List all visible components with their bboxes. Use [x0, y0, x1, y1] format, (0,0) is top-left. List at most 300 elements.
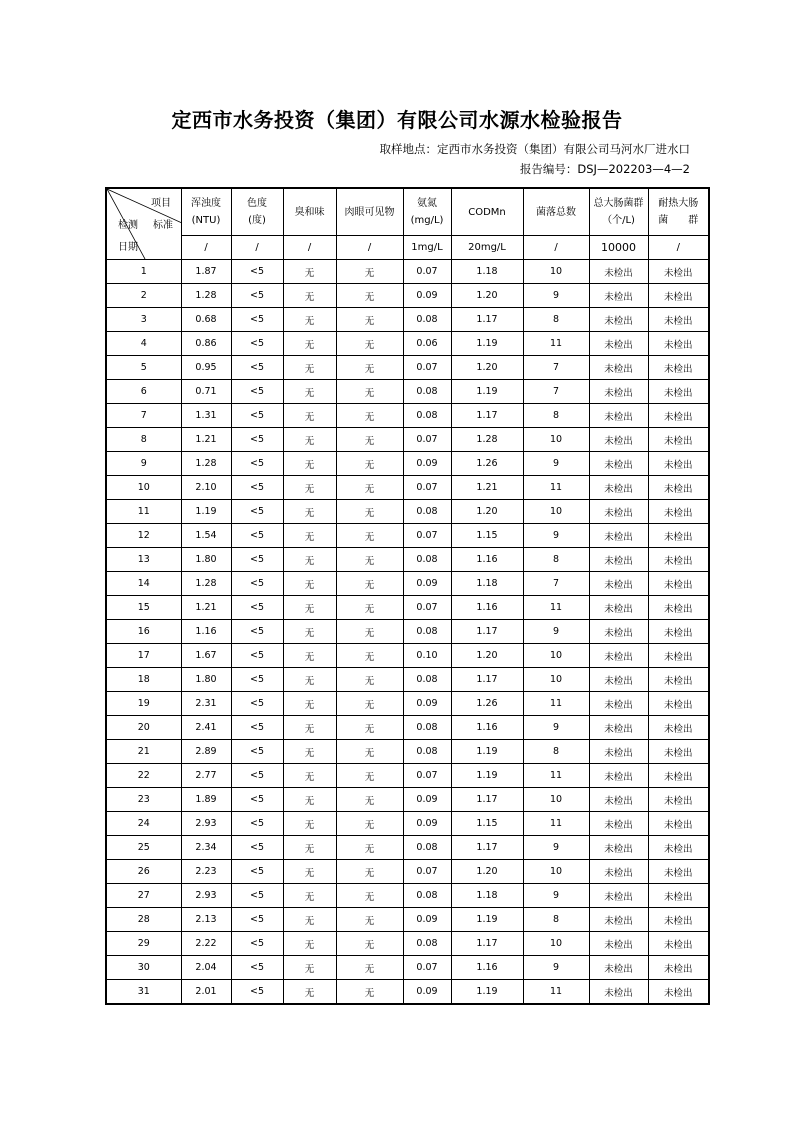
odor-taste-cell: 无: [283, 644, 336, 668]
date-cell: 31: [106, 980, 181, 1005]
thermotolerant-coliforms-cell: 未检出: [648, 644, 709, 668]
visible-matter-cell: 无: [336, 380, 403, 404]
total-coliforms-cell: 未检出: [589, 452, 648, 476]
colony-count-cell: 9: [523, 956, 589, 980]
turbidity-cell: 1.21: [181, 428, 231, 452]
colony-count-cell: 8: [523, 548, 589, 572]
colony-count-cell: 11: [523, 692, 589, 716]
date-cell: 12: [106, 524, 181, 548]
table-row: [106, 620, 709, 644]
thermotolerant-coliforms-cell: 未检出: [648, 956, 709, 980]
thermotolerant-coliforms-cell: 未检出: [648, 884, 709, 908]
table-row: [106, 884, 709, 908]
odor-taste-cell: 无: [283, 332, 336, 356]
color-cell: <5: [231, 284, 283, 308]
codmn-cell: 1.28: [451, 428, 523, 452]
thermotolerant-coliforms-cell: 未检出: [648, 428, 709, 452]
thermotolerant-coliforms-cell: 未检出: [648, 332, 709, 356]
ammonia-nitrogen-cell: 0.09: [403, 788, 451, 812]
codmn-cell: 1.17: [451, 668, 523, 692]
odor-taste-cell: 无: [283, 404, 336, 428]
color-cell: <5: [231, 524, 283, 548]
total-coliforms-cell: 未检出: [589, 356, 648, 380]
colony-count-cell: 7: [523, 356, 589, 380]
turbidity-cell: 1.54: [181, 524, 231, 548]
header-codmn: CODMn: [451, 188, 523, 236]
odor-taste-cell: 无: [283, 716, 336, 740]
odor-taste-cell: 无: [283, 524, 336, 548]
thermotolerant-coliforms-cell: 未检出: [648, 380, 709, 404]
color-cell: <5: [231, 620, 283, 644]
color-cell: <5: [231, 500, 283, 524]
color-cell: <5: [231, 308, 283, 332]
odor-taste-cell: 无: [283, 596, 336, 620]
visible-matter-cell: 无: [336, 404, 403, 428]
odor-taste-cell: 无: [283, 836, 336, 860]
codmn-cell: 1.16: [451, 716, 523, 740]
visible-matter-cell: 无: [336, 500, 403, 524]
codmn-cell: 1.16: [451, 548, 523, 572]
color-cell: <5: [231, 692, 283, 716]
codmn-cell: 1.17: [451, 788, 523, 812]
color-cell: <5: [231, 380, 283, 404]
total-coliforms-cell: 未检出: [589, 860, 648, 884]
visible-matter-cell: 无: [336, 908, 403, 932]
thermotolerant-coliforms-cell: 未检出: [648, 668, 709, 692]
date-cell: 7: [106, 404, 181, 428]
colony-count-cell: 10: [523, 644, 589, 668]
corner-date-label: 日期: [118, 242, 138, 253]
odor-taste-cell: 无: [283, 620, 336, 644]
thermotolerant-coliforms-cell: 未检出: [648, 860, 709, 884]
header-color: 色度 (度): [231, 188, 283, 236]
date-cell: 13: [106, 548, 181, 572]
table-row: [106, 596, 709, 620]
table-row: [106, 764, 709, 788]
ammonia-nitrogen-cell: 0.09: [403, 284, 451, 308]
date-cell: 23: [106, 788, 181, 812]
color-cell: <5: [231, 404, 283, 428]
ammonia-nitrogen-cell: 0.08: [403, 932, 451, 956]
header-turbidity: 浑浊度 (NTU): [181, 188, 231, 236]
ammonia-nitrogen-cell: 0.08: [403, 308, 451, 332]
thermotolerant-coliforms-cell: 未检出: [648, 356, 709, 380]
ammonia-nitrogen-cell: 0.08: [403, 668, 451, 692]
odor-taste-cell: 无: [283, 308, 336, 332]
visible-matter-cell: 无: [336, 524, 403, 548]
visible-matter-cell: 无: [336, 956, 403, 980]
date-cell: 1: [106, 260, 181, 284]
turbidity-cell: 1.80: [181, 668, 231, 692]
color-cell: <5: [231, 956, 283, 980]
date-cell: 30: [106, 956, 181, 980]
date-cell: 15: [106, 596, 181, 620]
turbidity-cell: 1.19: [181, 500, 231, 524]
colony-count-cell: 10: [523, 788, 589, 812]
colony-count-cell: 10: [523, 500, 589, 524]
ammonia-nitrogen-cell: 0.10: [403, 644, 451, 668]
report-number: 报告编号：DSJ—202203—4—2: [519, 162, 690, 176]
ammonia-nitrogen-cell: 0.07: [403, 764, 451, 788]
odor-taste-cell: 无: [283, 956, 336, 980]
color-cell: <5: [231, 788, 283, 812]
date-cell: 11: [106, 500, 181, 524]
total-coliforms-cell: 未检出: [589, 572, 648, 596]
total-coliforms-cell: 未检出: [589, 668, 648, 692]
turbidity-cell: 0.95: [181, 356, 231, 380]
colony-count-cell: 10: [523, 860, 589, 884]
water-quality-table: [105, 187, 710, 1005]
turbidity-cell: 1.28: [181, 452, 231, 476]
codmn-cell: 1.17: [451, 620, 523, 644]
ammonia-nitrogen-cell: 0.07: [403, 260, 451, 284]
color-cell: <5: [231, 764, 283, 788]
odor-taste-cell: 无: [283, 356, 336, 380]
sampling-location: 取样地点：定西市水务投资（集团）有限公司马河水厂进水口: [379, 142, 690, 156]
odor-taste-cell: 无: [283, 740, 336, 764]
turbidity-cell: 2.93: [181, 884, 231, 908]
visible-matter-cell: 无: [336, 572, 403, 596]
header-total-coliforms: 总大肠菌群 （个/L): [589, 188, 648, 236]
standards-row: [106, 236, 709, 260]
total-coliforms-cell: 未检出: [589, 980, 648, 1005]
table-row: [106, 692, 709, 716]
codmn-cell: 1.19: [451, 380, 523, 404]
table-row: [106, 548, 709, 572]
total-coliforms-cell: 未检出: [589, 596, 648, 620]
visible-matter-cell: 无: [336, 356, 403, 380]
thermotolerant-coliforms-cell: 未检出: [648, 596, 709, 620]
total-coliforms-cell: 未检出: [589, 308, 648, 332]
total-coliforms-cell: 未检出: [589, 284, 648, 308]
thermotolerant-coliforms-cell: 未检出: [648, 740, 709, 764]
odor-taste-cell: 无: [283, 932, 336, 956]
table-row: [106, 644, 709, 668]
standard-codmn: 20mg/L: [451, 236, 523, 260]
standard-thermotolerant-coliforms: /: [648, 236, 709, 260]
corner-header-cell: [106, 188, 181, 260]
color-cell: <5: [231, 884, 283, 908]
table-row: [106, 524, 709, 548]
standard-visible-matter: /: [336, 236, 403, 260]
visible-matter-cell: 无: [336, 620, 403, 644]
odor-taste-cell: 无: [283, 788, 336, 812]
table-row: [106, 932, 709, 956]
date-cell: 3: [106, 308, 181, 332]
visible-matter-cell: 无: [336, 548, 403, 572]
color-cell: <5: [231, 836, 283, 860]
color-cell: <5: [231, 356, 283, 380]
ammonia-nitrogen-cell: 0.08: [403, 716, 451, 740]
total-coliforms-cell: 未检出: [589, 404, 648, 428]
total-coliforms-cell: 未检出: [589, 548, 648, 572]
standard-turbidity: /: [181, 236, 231, 260]
odor-taste-cell: 无: [283, 692, 336, 716]
color-cell: <5: [231, 452, 283, 476]
codmn-cell: 1.26: [451, 692, 523, 716]
visible-matter-cell: 无: [336, 476, 403, 500]
codmn-cell: 1.16: [451, 596, 523, 620]
colony-count-cell: 11: [523, 980, 589, 1005]
total-coliforms-cell: 未检出: [589, 716, 648, 740]
thermotolerant-coliforms-cell: 未检出: [648, 716, 709, 740]
date-cell: 16: [106, 620, 181, 644]
total-coliforms-cell: 未检出: [589, 380, 648, 404]
codmn-cell: 1.16: [451, 956, 523, 980]
total-coliforms-cell: 未检出: [589, 836, 648, 860]
table-row: [106, 404, 709, 428]
table-row: [106, 380, 709, 404]
color-cell: <5: [231, 644, 283, 668]
codmn-cell: 1.20: [451, 356, 523, 380]
date-cell: 26: [106, 860, 181, 884]
colony-count-cell: 10: [523, 260, 589, 284]
table-row: [106, 284, 709, 308]
colony-count-cell: 10: [523, 428, 589, 452]
date-cell: 8: [106, 428, 181, 452]
visible-matter-cell: 无: [336, 308, 403, 332]
odor-taste-cell: 无: [283, 668, 336, 692]
codmn-cell: 1.15: [451, 524, 523, 548]
thermotolerant-coliforms-cell: 未检出: [648, 308, 709, 332]
codmn-cell: 1.18: [451, 884, 523, 908]
total-coliforms-cell: 未检出: [589, 812, 648, 836]
total-coliforms-cell: 未检出: [589, 692, 648, 716]
ammonia-nitrogen-cell: 0.08: [403, 884, 451, 908]
table-row: [106, 428, 709, 452]
color-cell: <5: [231, 668, 283, 692]
odor-taste-cell: 无: [283, 548, 336, 572]
codmn-cell: 1.19: [451, 740, 523, 764]
colony-count-cell: 9: [523, 884, 589, 908]
visible-matter-cell: 无: [336, 596, 403, 620]
colony-count-cell: 9: [523, 524, 589, 548]
ammonia-nitrogen-cell: 0.09: [403, 692, 451, 716]
colony-count-cell: 9: [523, 716, 589, 740]
colony-count-cell: 10: [523, 932, 589, 956]
thermotolerant-coliforms-cell: 未检出: [648, 572, 709, 596]
total-coliforms-cell: 未检出: [589, 260, 648, 284]
codmn-cell: 1.26: [451, 452, 523, 476]
total-coliforms-cell: 未检出: [589, 500, 648, 524]
table-row: [106, 668, 709, 692]
visible-matter-cell: 无: [336, 884, 403, 908]
odor-taste-cell: 无: [283, 572, 336, 596]
visible-matter-cell: 无: [336, 980, 403, 1005]
codmn-cell: 1.17: [451, 308, 523, 332]
codmn-cell: 1.18: [451, 260, 523, 284]
visible-matter-cell: 无: [336, 644, 403, 668]
visible-matter-cell: 无: [336, 812, 403, 836]
date-cell: 27: [106, 884, 181, 908]
color-cell: <5: [231, 428, 283, 452]
color-cell: <5: [231, 908, 283, 932]
color-cell: <5: [231, 860, 283, 884]
table-row: [106, 908, 709, 932]
turbidity-cell: 1.67: [181, 644, 231, 668]
date-cell: 6: [106, 380, 181, 404]
header-ammonia-nitrogen: 氨氮 (mg/L): [403, 188, 451, 236]
total-coliforms-cell: 未检出: [589, 764, 648, 788]
ammonia-nitrogen-cell: 0.07: [403, 428, 451, 452]
colony-count-cell: 11: [523, 764, 589, 788]
table-body: [106, 260, 709, 1005]
corner-standard-label: 标准: [153, 220, 173, 231]
visible-matter-cell: 无: [336, 716, 403, 740]
table-row: [106, 740, 709, 764]
total-coliforms-cell: 未检出: [589, 332, 648, 356]
date-cell: 10: [106, 476, 181, 500]
turbidity-cell: 0.68: [181, 308, 231, 332]
turbidity-cell: 2.01: [181, 980, 231, 1005]
colony-count-cell: 11: [523, 476, 589, 500]
codmn-cell: 1.15: [451, 812, 523, 836]
colony-count-cell: 9: [523, 836, 589, 860]
colony-count-cell: 9: [523, 284, 589, 308]
thermotolerant-coliforms-cell: 未检出: [648, 284, 709, 308]
thermotolerant-coliforms-cell: 未检出: [648, 548, 709, 572]
color-cell: <5: [231, 932, 283, 956]
date-cell: 5: [106, 356, 181, 380]
report-title: 定西市水务投资（集团）有限公司水源水检验报告: [171, 108, 623, 132]
odor-taste-cell: 无: [283, 260, 336, 284]
total-coliforms-cell: 未检出: [589, 932, 648, 956]
odor-taste-cell: 无: [283, 452, 336, 476]
ammonia-nitrogen-cell: 0.07: [403, 956, 451, 980]
turbidity-cell: 2.77: [181, 764, 231, 788]
turbidity-cell: 0.71: [181, 380, 231, 404]
color-cell: <5: [231, 596, 283, 620]
visible-matter-cell: 无: [336, 788, 403, 812]
odor-taste-cell: 无: [283, 284, 336, 308]
colony-count-cell: 10: [523, 668, 589, 692]
ammonia-nitrogen-cell: 0.08: [403, 380, 451, 404]
codmn-cell: 1.20: [451, 284, 523, 308]
codmn-cell: 1.21: [451, 476, 523, 500]
date-cell: 20: [106, 716, 181, 740]
turbidity-cell: 2.93: [181, 812, 231, 836]
date-cell: 21: [106, 740, 181, 764]
visible-matter-cell: 无: [336, 932, 403, 956]
odor-taste-cell: 无: [283, 500, 336, 524]
header-visible-matter: 肉眼可见物: [336, 188, 403, 236]
turbidity-cell: 2.04: [181, 956, 231, 980]
thermotolerant-coliforms-cell: 未检出: [648, 404, 709, 428]
turbidity-cell: 2.31: [181, 692, 231, 716]
table-row: [106, 308, 709, 332]
table-row: [106, 356, 709, 380]
standard-colony-count: /: [523, 236, 589, 260]
ammonia-nitrogen-cell: 0.09: [403, 812, 451, 836]
date-cell: 17: [106, 644, 181, 668]
table-row: [106, 452, 709, 476]
visible-matter-cell: 无: [336, 740, 403, 764]
color-cell: <5: [231, 740, 283, 764]
colony-count-cell: 11: [523, 812, 589, 836]
ammonia-nitrogen-cell: 0.08: [403, 500, 451, 524]
ammonia-nitrogen-cell: 0.07: [403, 476, 451, 500]
table-row: [106, 572, 709, 596]
visible-matter-cell: 无: [336, 260, 403, 284]
codmn-cell: 1.17: [451, 404, 523, 428]
colony-count-cell: 8: [523, 404, 589, 428]
ammonia-nitrogen-cell: 0.07: [403, 596, 451, 620]
thermotolerant-coliforms-cell: 未检出: [648, 908, 709, 932]
standard-ammonia-nitrogen: 1mg/L: [403, 236, 451, 260]
date-cell: 9: [106, 452, 181, 476]
odor-taste-cell: 无: [283, 380, 336, 404]
total-coliforms-cell: 未检出: [589, 620, 648, 644]
standard-color: /: [231, 236, 283, 260]
thermotolerant-coliforms-cell: 未检出: [648, 620, 709, 644]
colony-count-cell: 8: [523, 308, 589, 332]
thermotolerant-coliforms-cell: 未检出: [648, 452, 709, 476]
turbidity-cell: 1.16: [181, 620, 231, 644]
thermotolerant-coliforms-cell: 未检出: [648, 500, 709, 524]
date-cell: 18: [106, 668, 181, 692]
codmn-cell: 1.20: [451, 500, 523, 524]
colony-count-cell: 9: [523, 620, 589, 644]
total-coliforms-cell: 未检出: [589, 908, 648, 932]
ammonia-nitrogen-cell: 0.09: [403, 908, 451, 932]
odor-taste-cell: 无: [283, 476, 336, 500]
turbidity-cell: 1.89: [181, 788, 231, 812]
ammonia-nitrogen-cell: 0.08: [403, 548, 451, 572]
date-cell: 4: [106, 332, 181, 356]
colony-count-cell: 7: [523, 380, 589, 404]
thermotolerant-coliforms-cell: 未检出: [648, 980, 709, 1005]
color-cell: <5: [231, 332, 283, 356]
table-header-row: [106, 188, 709, 236]
color-cell: <5: [231, 548, 283, 572]
table-row: [106, 332, 709, 356]
codmn-cell: 1.19: [451, 332, 523, 356]
turbidity-cell: 2.34: [181, 836, 231, 860]
corner-item-label: 项目: [151, 198, 171, 209]
odor-taste-cell: 无: [283, 908, 336, 932]
turbidity-cell: 0.86: [181, 332, 231, 356]
visible-matter-cell: 无: [336, 428, 403, 452]
ammonia-nitrogen-cell: 0.06: [403, 332, 451, 356]
total-coliforms-cell: 未检出: [589, 740, 648, 764]
odor-taste-cell: 无: [283, 980, 336, 1005]
turbidity-cell: 1.87: [181, 260, 231, 284]
header-colony-count: 菌落总数: [523, 188, 589, 236]
codmn-cell: 1.19: [451, 764, 523, 788]
total-coliforms-cell: 未检出: [589, 956, 648, 980]
color-cell: <5: [231, 716, 283, 740]
turbidity-cell: 2.13: [181, 908, 231, 932]
color-cell: <5: [231, 260, 283, 284]
ammonia-nitrogen-cell: 0.09: [403, 980, 451, 1005]
thermotolerant-coliforms-cell: 未检出: [648, 692, 709, 716]
thermotolerant-coliforms-cell: 未检出: [648, 764, 709, 788]
visible-matter-cell: 无: [336, 860, 403, 884]
ammonia-nitrogen-cell: 0.07: [403, 356, 451, 380]
visible-matter-cell: 无: [336, 284, 403, 308]
header-thermotolerant-coliforms: 耐热大肠 菌 群: [648, 188, 709, 236]
thermotolerant-coliforms-cell: 未检出: [648, 836, 709, 860]
ammonia-nitrogen-cell: 0.08: [403, 740, 451, 764]
thermotolerant-coliforms-cell: 未检出: [648, 932, 709, 956]
table-row: [106, 716, 709, 740]
turbidity-cell: 2.22: [181, 932, 231, 956]
colony-count-cell: 8: [523, 740, 589, 764]
color-cell: <5: [231, 980, 283, 1005]
codmn-cell: 1.20: [451, 860, 523, 884]
date-cell: 19: [106, 692, 181, 716]
color-cell: <5: [231, 812, 283, 836]
